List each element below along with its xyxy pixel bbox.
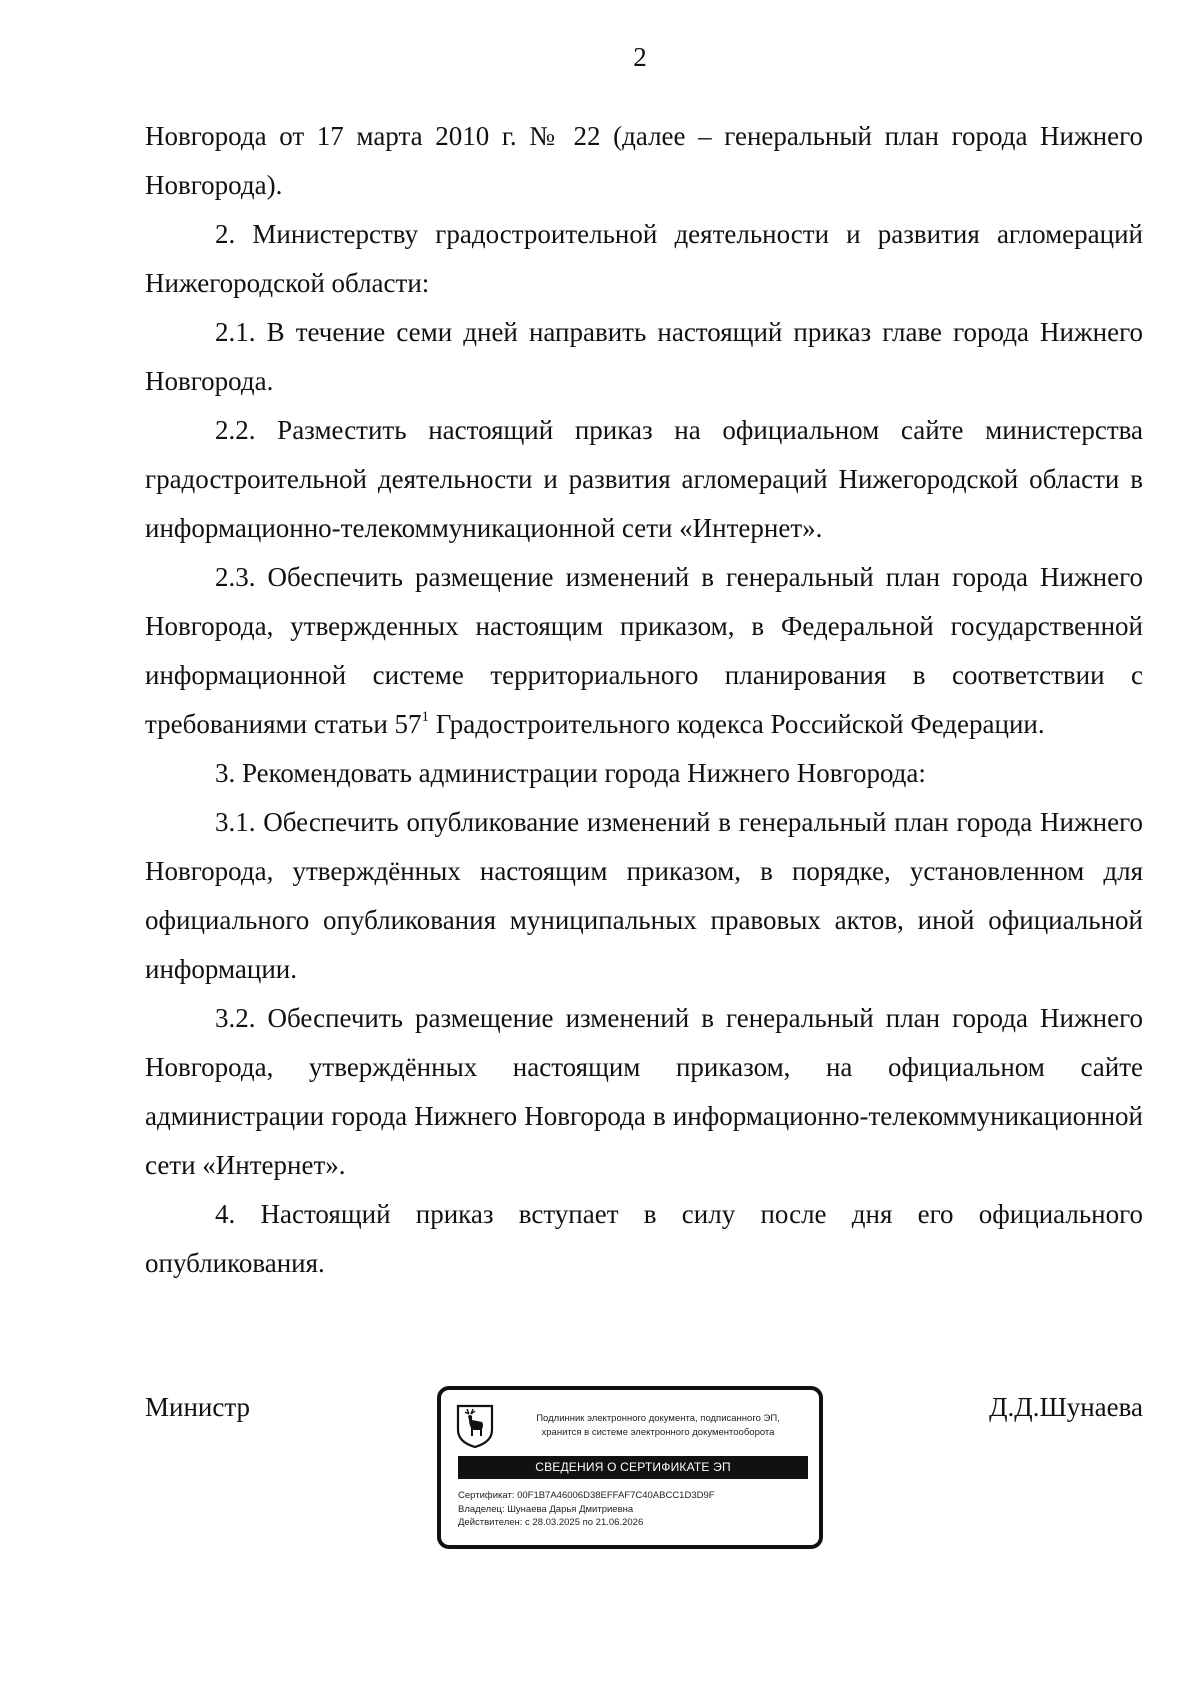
- paragraph-continuation: Новгорода от 17 марта 2010 г. № 22 (далее – генеральный план города Нижнего Новгорода).: [145, 121, 1143, 200]
- paragraph-2: 2. Министерству градостроительной деятельности и развития агломераций Нижегородской области:: [145, 219, 1143, 298]
- signer-name: Д.Д.Шунаева: [989, 1392, 1143, 1422]
- paragraph-4: 4. Настоящий приказ вступает в силу после дня его официального опубликования.: [145, 1199, 1143, 1278]
- electronic-signature-stamp: [437, 1386, 823, 1549]
- paragraph-2-2: 2.2. Разместить настоящий приказ на официальном сайте министерства градостроительной деятельности и развития агломераций Нижегородской области в информационно-телекоммуникационной сети «Интернет».: [145, 415, 1143, 543]
- signer-title: Министр: [145, 1392, 250, 1422]
- paragraph-3-1: 3.1. Обеспечить опубликование изменений в генеральный план города Нижнего Новгорода, утверждённых настоящим приказом, в порядке, установленном для официального опубликования муниципальных правовых актов, иной официальной информации.: [145, 807, 1143, 984]
- stamp-note-line-2: хранится в системе электронного документооборота: [541, 1427, 775, 1438]
- stamp-header: СВЕДЕНИЯ О СЕРТИФИКАТЕ ЭП: [458, 1456, 808, 1479]
- certificate-validity: Действителен: с 28.03.2025 по 21.06.2026: [458, 1517, 644, 1528]
- stamp-note-line-1: Подлинник электронного документа, подписанного ЭП,: [536, 1413, 780, 1424]
- paragraph-2-3: [145, 553, 1143, 749]
- paragraph-2-1: 2.1. В течение семи дней направить настоящий приказ главе города Нижнего Новгорода.: [145, 317, 1143, 396]
- paragraph-3: 3. Рекомендовать администрации города Нижнего Новгорода:: [215, 758, 926, 788]
- document-body: [145, 112, 1143, 1288]
- article-superscript: 1: [421, 709, 430, 725]
- certificate-details: [458, 1489, 715, 1530]
- certificate-owner: Владелец: Шунаева Дарья Дмитриевна: [458, 1503, 634, 1515]
- stamp-note: [503, 1412, 813, 1440]
- page-number: 2: [633, 42, 647, 72]
- paragraph-2-3-tail: Градостроительного кодекса Российской Федерации.: [429, 709, 1045, 739]
- deer-emblem-icon: [455, 1404, 495, 1448]
- paragraph-2-3-text: 2.3. Обеспечить размещение изменений в генеральный план города Нижнего Новгорода, утвержденных настоящим приказом, в Федеральной государственной информационной системе территориального планирования в соответствии с требованиями статьи 57: [145, 562, 1143, 739]
- paragraph-3-2: 3.2. Обеспечить размещение изменений в генеральный план города Нижнего Новгорода, утверждённых настоящим приказом, на официальном сайте администрации города Нижнего Новгорода в информационно-телекоммуникационной сети «Интернет».: [145, 1003, 1143, 1180]
- certificate-number: Сертификат: 00F1B7A46006D38EFFAF7C40ABCC1D3D9F: [458, 1490, 715, 1501]
